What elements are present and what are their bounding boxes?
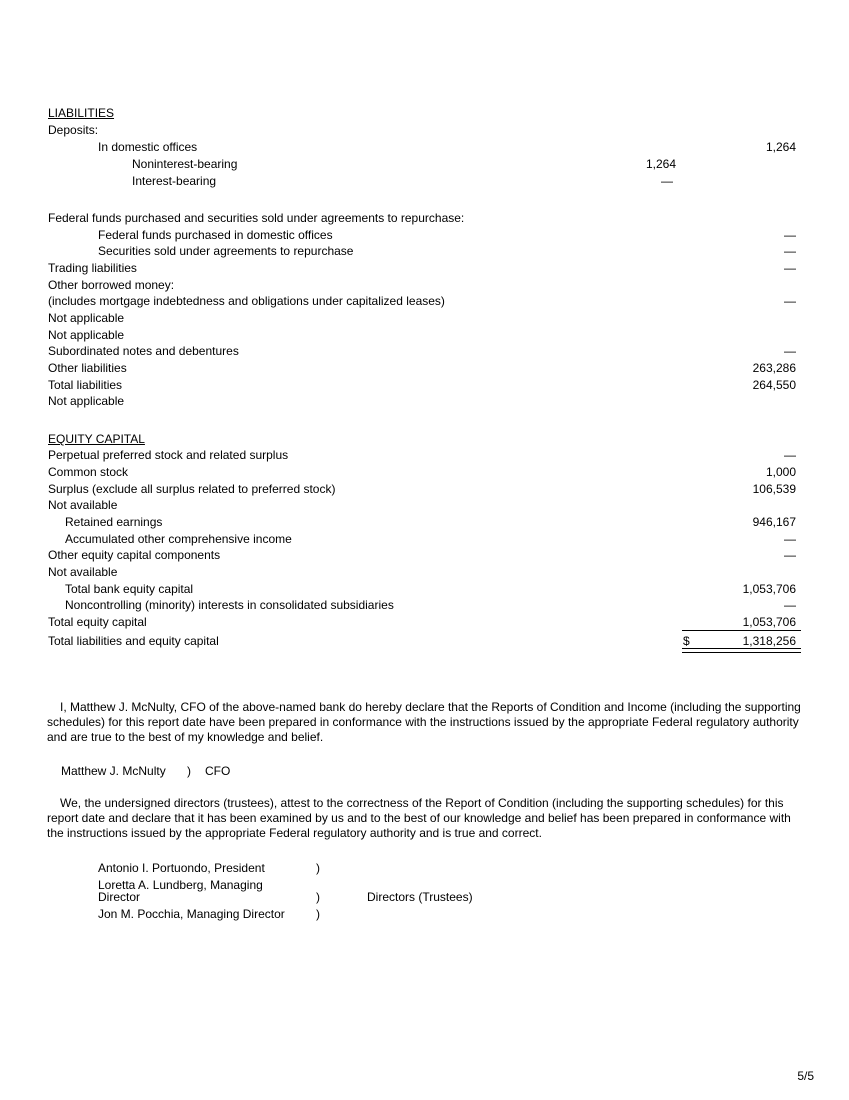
total-bank-equity-value: 1,053,706	[742, 582, 796, 596]
common-stock-row	[48, 464, 800, 480]
total-liabilities-equity-value: 1,318,256	[742, 634, 796, 648]
other-borrowed-label: Other borrowed money:	[48, 278, 175, 292]
aoci-row	[48, 531, 800, 547]
other-liabilities-value: 263,286	[752, 361, 796, 375]
cfo-signature-name: Matthew J. McNulty	[61, 764, 166, 778]
total-liabilities-equity-label: Total liabilities and equity capital	[48, 634, 219, 648]
fed-funds-domestic-row	[48, 227, 800, 243]
includes-mortgage-value: —	[784, 294, 796, 308]
fed-funds-domestic-label: Federal funds purchased in domestic offices	[98, 228, 333, 242]
common-stock-label: Common stock	[48, 465, 129, 479]
surplus-label: Surplus (exclude all surplus related to preferred stock)	[48, 482, 336, 496]
total-liabilities-value: 264,550	[752, 378, 796, 392]
not-applicable-label-3: Not applicable	[48, 394, 125, 408]
noncontrolling-row	[48, 597, 800, 613]
other-liabilities-label: Other liabilities	[48, 361, 127, 375]
fed-funds-row	[48, 210, 800, 226]
director-3-paren: )	[316, 907, 320, 921]
surplus-value: 106,539	[752, 482, 796, 496]
fed-funds-domestic-value: —	[784, 228, 796, 242]
not-available-row-2	[48, 564, 800, 580]
domestic-offices-value: 1,264	[765, 140, 796, 154]
cfo-declaration-text: I, Matthew J. McNulty, CFO of the above-named bank do hereby declare that the Reports of Condition and Income (including the supporting schedules) for this report date have been prepared in conformance with the instructions issued by the appropriate Federal regulatory authority and are true to the best of my knowledge and belief.	[47, 700, 801, 744]
aoci-label: Accumulated other comprehensive income	[65, 532, 292, 546]
includes-mortgage-label: (includes mortgage indebtedness and obligations under capitalized leases)	[48, 294, 445, 308]
noncontrolling-label: Noncontrolling (minority) interests in consolidated subsidiaries	[65, 598, 394, 612]
retained-earnings-label: Retained earnings	[65, 515, 163, 529]
perpetual-preferred-label: Perpetual preferred stock and related surplus	[48, 448, 289, 462]
subordinated-label: Subordinated notes and debentures	[48, 344, 239, 358]
not-applicable-label-2: Not applicable	[48, 328, 125, 342]
directors-attestation-text: We, the undersigned directors (trustees), attest to the correctness of the Report of Condition (including the supporting schedules) for this report date and declare that it has been examined by us and to the best of our knowledge and belief has been prepared in conformance with the instructions issued by the appropriate Federal regulatory authority and is true and correct.	[47, 796, 791, 840]
noncontrolling-value: —	[784, 598, 796, 612]
director-2-line2: Director	[98, 890, 141, 904]
director-2-line1: Loretta A. Lundberg, Managing	[98, 878, 263, 892]
cfo-declaration	[47, 700, 803, 745]
other-equity-components-value: —	[784, 548, 796, 562]
liabilities-heading: LIABILITIES	[48, 106, 115, 120]
not-applicable-row-2	[48, 327, 800, 343]
includes-mortgage-row	[48, 293, 800, 309]
securities-sold-label: Securities sold under agreements to repurchase	[98, 244, 354, 258]
total-bank-equity-row	[48, 581, 800, 597]
perpetual-preferred-row	[48, 447, 800, 463]
subordinated-value: —	[784, 344, 796, 358]
director-1-paren: )	[316, 861, 320, 875]
other-equity-components-label: Other equity capital components	[48, 548, 221, 562]
equity-heading: EQUITY CAPITAL	[48, 432, 145, 446]
director-2-paren: )	[316, 890, 320, 904]
total-liabilities-equity-row	[48, 633, 800, 649]
not-applicable-label-1: Not applicable	[48, 311, 125, 325]
director-1: Antonio I. Portuondo, President	[98, 861, 265, 875]
deposits-row	[48, 122, 800, 138]
not-available-label-1: Not available	[48, 498, 118, 512]
directors-title: Directors (Trustees)	[367, 890, 473, 904]
trading-liabilities-label: Trading liabilities	[48, 261, 137, 275]
subordinated-row	[48, 343, 800, 359]
trading-liabilities-row	[48, 260, 800, 276]
common-stock-value: 1,000	[765, 465, 796, 479]
domestic-offices-label: In domestic offices	[98, 140, 198, 154]
noninterest-bearing-row	[48, 156, 800, 172]
total-equity-label: Total equity capital	[48, 615, 147, 629]
retained-earnings-row	[48, 514, 800, 530]
securities-sold-value: —	[784, 244, 796, 258]
perpetual-preferred-value: —	[784, 448, 796, 462]
interest-bearing-row	[48, 173, 800, 189]
interest-bearing-label: Interest-bearing	[132, 174, 217, 188]
page-number: 5/5	[797, 1069, 814, 1083]
grand-total-double-rule	[682, 648, 801, 653]
total-bank-equity-label: Total bank equity capital	[65, 582, 194, 596]
total-equity-row	[48, 614, 800, 630]
fed-funds-label: Federal funds purchased and securities sold under agreements to repurchase:	[48, 211, 465, 225]
director-3: Jon M. Pocchia, Managing Director	[98, 907, 285, 921]
deposits-label: Deposits:	[48, 123, 99, 137]
interest-bearing-value: —	[661, 174, 673, 188]
not-available-label-2: Not available	[48, 565, 118, 579]
total-rule	[682, 630, 801, 631]
not-applicable-row-1	[48, 310, 800, 326]
total-liabilities-label: Total liabilities	[48, 378, 123, 392]
not-applicable-row-3	[48, 393, 800, 409]
aoci-value: —	[784, 532, 796, 546]
cfo-signature-title: CFO	[205, 764, 231, 778]
directors-attestation	[47, 796, 803, 841]
noninterest-bearing-label: Noninterest-bearing	[132, 157, 238, 171]
securities-sold-row	[48, 243, 800, 259]
not-available-row-1	[48, 497, 800, 513]
total-equity-value: 1,053,706	[742, 615, 796, 629]
currency-symbol: $	[683, 634, 690, 648]
domestic-offices-row	[48, 139, 800, 155]
trading-liabilities-value: —	[784, 261, 796, 275]
total-liabilities-row	[48, 377, 800, 393]
noninterest-bearing-value: 1,264	[645, 157, 676, 171]
surplus-row	[48, 481, 800, 497]
retained-earnings-value: 946,167	[752, 515, 796, 529]
other-liabilities-row	[48, 360, 800, 376]
other-equity-components-row	[48, 547, 800, 563]
cfo-signature-paren: )	[187, 764, 191, 778]
other-borrowed-row	[48, 277, 800, 293]
